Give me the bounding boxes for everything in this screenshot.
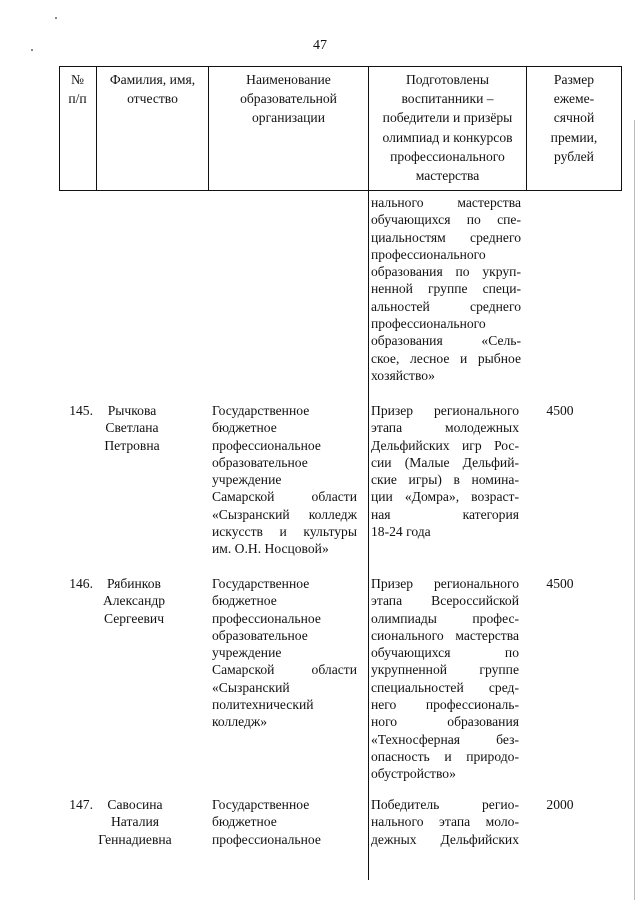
organization: Государственное бюджетное профессиональное образовательное учреждение Самарской области «Сызранский политехнический колледж» — [212, 576, 357, 730]
person-name: Рябинков Александр Сергеевич — [102, 576, 166, 626]
prize-amount: 4500 — [546, 403, 574, 418]
prize-amount: 2000 — [546, 797, 574, 812]
row-number: 147. — [69, 797, 93, 812]
page-number: 47 — [313, 38, 327, 53]
scan-edge — [634, 120, 635, 900]
header-achievements: Подготовлены воспитанники – победители и призёры олимпиад и конкурсов профессионального мастерства — [382, 72, 513, 184]
row-number: 146. — [69, 576, 93, 591]
header-top-border — [59, 66, 622, 67]
scan-speck — [55, 17, 57, 19]
organization: Государственное бюджетное профессиональное образовательное учреждение Самарской области «Сызранский колледж искусств и культуры им. О.Н. Носцовой» — [212, 403, 357, 557]
person-name: Рычкова Светлана Петровна — [104, 403, 160, 453]
col-border — [621, 66, 622, 191]
prize-amount: 4500 — [546, 576, 574, 591]
header-bottom-border — [59, 190, 622, 191]
continuation-text: нального мастерства обучающихся по спе- циальностям среднего профессионального образования по укруп- ненной группе специ- альностей среднего профессионального образования «Сель- ское, лесное и рыбное хозяйство» — [371, 195, 521, 383]
header-prize: Размер ежеме- сячной премии, рублей — [550, 72, 598, 164]
row-number: 145. — [69, 403, 93, 418]
header-name: Фамилия, имя, отчество — [109, 72, 196, 107]
person-name: Савосина Наталия Геннадиевна — [98, 797, 172, 847]
achievement: Призер регионального этапа молодежных Дельфийских игр Рос- сии (Малые Дельфий- ские игры) в номина- ции «Домра», возраст- ная категория 18-24 года — [371, 403, 519, 540]
organization: Государственное бюджетное профессиональное — [212, 797, 321, 847]
header-organization: Наименование образовательной организации — [240, 72, 337, 126]
achievement: Победитель регио- нального этапа моло- дежных Дельфийских — [371, 797, 519, 847]
achievement: Призер регионального этапа Всероссийской олимпиады профес- сионального мастерства обучающихся по укрупненной группе специальностей сред- него профессиональ- ного образования «Техносферная без- опасность и природо- обустройство» — [371, 576, 519, 782]
header-number: № п/п — [68, 72, 87, 107]
